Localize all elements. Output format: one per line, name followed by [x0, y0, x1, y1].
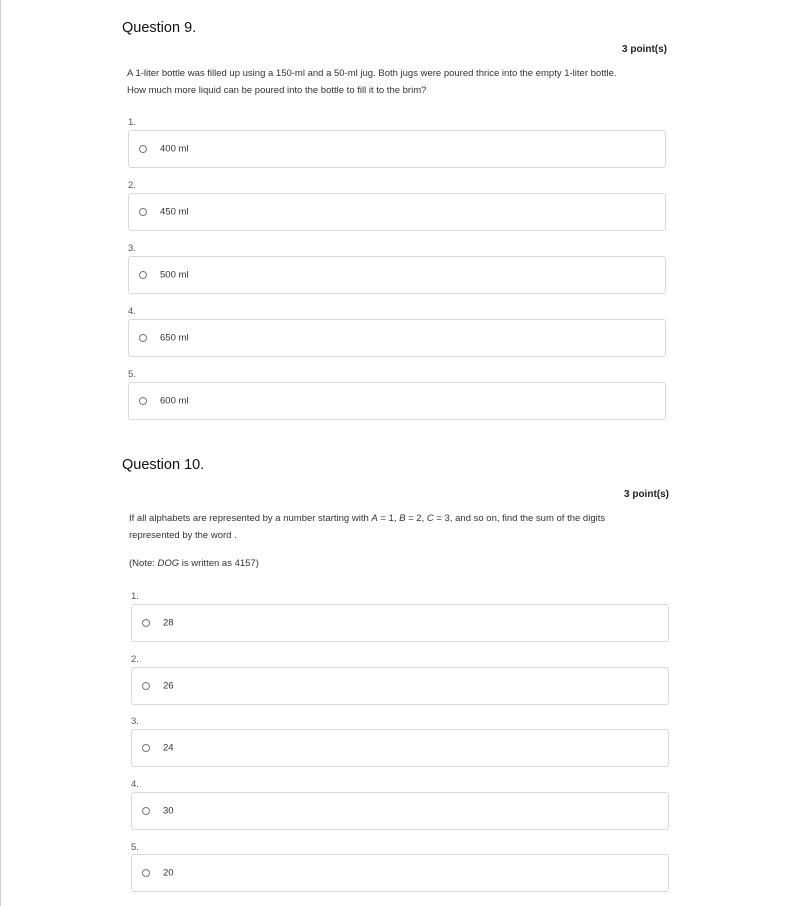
option-5[interactable] [128, 382, 666, 420]
option-label: 450 ml [160, 206, 189, 218]
option-number: 4. [128, 306, 136, 317]
left-border [0, 0, 1, 906]
option-4[interactable] [131, 792, 669, 830]
variable-c: C [426, 513, 434, 524]
radio-button-icon[interactable] [139, 397, 147, 405]
note-segment: is written as 4157) [179, 558, 259, 569]
option-4[interactable] [128, 319, 666, 357]
radio-button-icon[interactable] [139, 271, 147, 279]
question-title: Question 10. [122, 457, 205, 473]
radio-button-icon[interactable] [142, 744, 150, 752]
radio-button-icon[interactable] [139, 145, 147, 153]
option-label: 30 [163, 805, 174, 817]
question-points: 3 point(s) [622, 44, 667, 55]
option-number: 5. [131, 842, 139, 853]
note-segment: (Note: [129, 558, 158, 569]
option-label: 500 ml [160, 269, 189, 281]
radio-button-icon[interactable] [139, 334, 147, 342]
radio-button-icon[interactable] [142, 682, 150, 690]
question-text [127, 65, 687, 99]
question-text-line [129, 510, 689, 527]
text-segment: = 2, [405, 513, 427, 524]
option-label: 400 ml [160, 143, 189, 155]
option-label: 28 [163, 617, 174, 629]
question-text-line: A 1-liter bottle was filled up using a 150-ml and a 50-ml jug. Both jugs were poured thrice into the empty 1-liter bottle. [127, 68, 617, 79]
option-number: 1. [131, 591, 139, 602]
option-5[interactable] [131, 854, 669, 892]
question-text-line: How much more liquid can be poured into the bottle to fill it to the brim? [127, 85, 427, 96]
option-1[interactable] [128, 130, 666, 168]
question-title: Question 9. [122, 20, 197, 36]
option-label: 24 [163, 742, 174, 754]
text-segment: = 3, and so on, find the sum of the digits [433, 513, 606, 524]
option-label: 650 ml [160, 332, 189, 344]
radio-button-icon[interactable] [142, 619, 150, 627]
question-text-line: represented by the word . [129, 530, 237, 541]
option-3[interactable] [128, 256, 666, 294]
option-number: 1. [128, 117, 136, 128]
option-number: 2. [131, 654, 139, 665]
option-label: 26 [163, 680, 174, 692]
option-2[interactable] [128, 193, 666, 231]
radio-button-icon[interactable] [142, 807, 150, 815]
option-number: 3. [128, 243, 136, 254]
question-note [129, 558, 259, 569]
option-number: 3. [131, 716, 139, 727]
option-2[interactable] [131, 667, 669, 705]
option-number: 4. [131, 779, 139, 790]
question-text [129, 510, 689, 544]
radio-button-icon[interactable] [139, 208, 147, 216]
option-3[interactable] [131, 729, 669, 767]
option-label: 600 ml [160, 395, 189, 407]
radio-button-icon[interactable] [142, 869, 150, 877]
variable-b: B [399, 513, 406, 524]
text-segment: If all alphabets are represented by a number starting with [129, 513, 372, 524]
question-points: 3 point(s) [624, 489, 669, 500]
text-segment: = 1, [377, 513, 400, 524]
option-number: 5. [128, 369, 136, 380]
note-word: DOG [157, 558, 180, 569]
variable-a: A [371, 513, 378, 524]
option-1[interactable] [131, 604, 669, 642]
option-number: 2. [128, 180, 136, 191]
option-label: 20 [163, 867, 174, 879]
